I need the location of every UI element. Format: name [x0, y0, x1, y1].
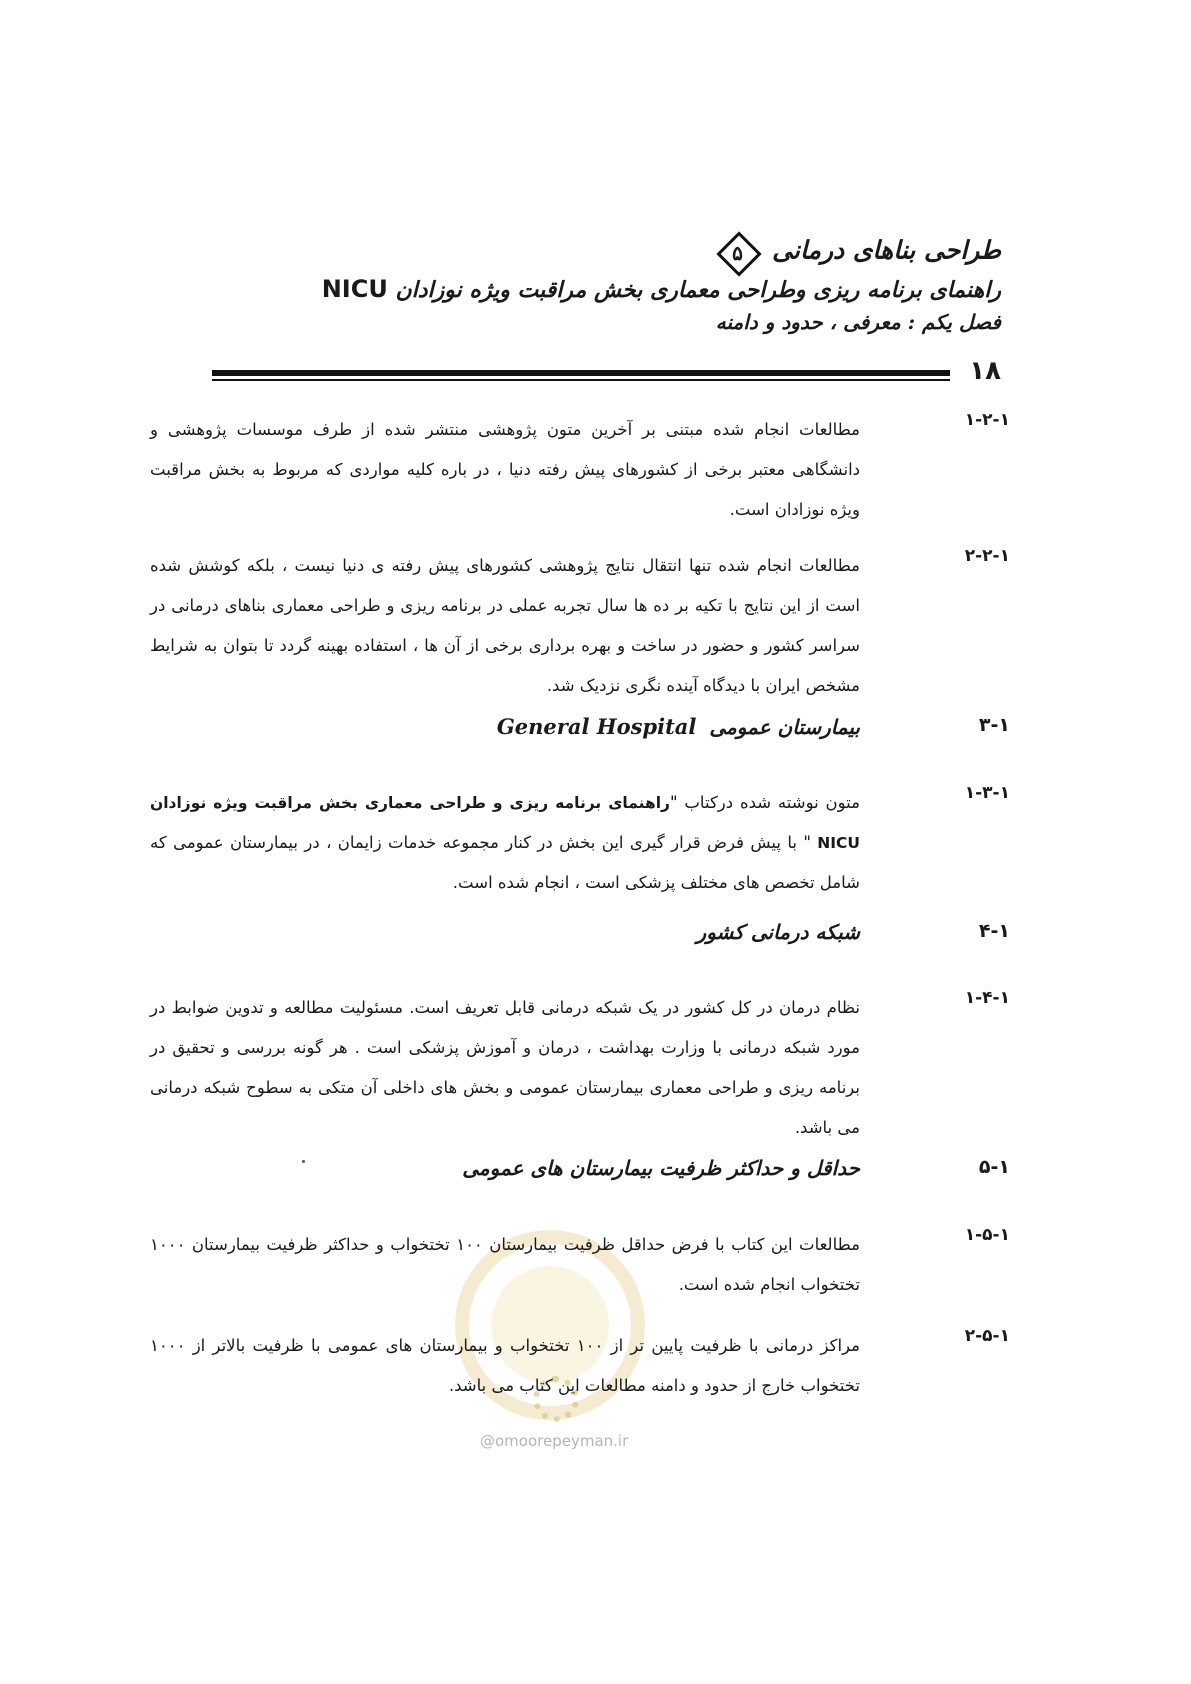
guide-title: [201, 272, 1001, 307]
page-header: [201, 232, 1001, 337]
section-heading-3-1: [150, 714, 1010, 754]
paragraph-text-rest: " با پیش فرض قرار گیری این بخش در کنار مجموعه خدمات زایمان ، در بیمارستان عمومی که شامل تخصص های مختلف پزشکی است ، انجام شده است.: [150, 833, 860, 892]
heading-title: شبکه درمانی کشور: [696, 920, 860, 944]
paragraph-text: مراکز درمانی با ظرفیت پایین تر از ۱۰۰ تختخواب و بیمارستان های عمومی با ظرفیت بالاتر از ۱۰۰۰ تختخواب خارج از حدود و دامنه مطالعات این کتاب می باشد.: [150, 1336, 860, 1395]
paragraph-number: ۱-۲-۱: [964, 410, 1010, 430]
paragraph-number: ۲-۵-۱: [964, 1326, 1010, 1346]
paragraph-number: ۱-۵-۱: [964, 1225, 1010, 1245]
header-rule-thick: [212, 370, 950, 376]
heading-number: ۵-۱: [978, 1156, 1010, 1178]
paragraph-number: ۱-۴-۱: [964, 988, 1010, 1008]
series-title-text: طراحی بناهای درمانی: [772, 235, 1001, 265]
series-title: [201, 232, 1001, 272]
heading-number: ۴-۱: [978, 920, 1010, 942]
guide-title-fa: راهنمای برنامه ریزی وطراحی معماری بخش مراقبت ویژه نوزادان: [395, 277, 1001, 303]
paragraph-text-intro: متون نوشته شده درکتاب ": [669, 793, 860, 812]
heading-title: [497, 714, 860, 739]
paragraph-number: ۲-۲-۱: [964, 546, 1010, 566]
watermark-url: @omoorepeyman.ir: [480, 1432, 629, 1450]
header-rule: [212, 370, 950, 384]
paragraph-text: مطالعات انجام شده تنها انتقال نتایج پژوهشی کشورهای پیش رفته ی دنیا نیست ، بلکه کوشش شده است از این نتایج با تکیه بر ده ها سال تجربه عملی در برنامه ریزی و طراحی معماری بناهای درمانی در سراسر کشور و حضور در ساخت و بهره برداری برخی از آن ها ، استفاده بهینه گردد تا بتوان به شرایط مشخص ایران با دیدگاه آینده نگری نزدیک شد.: [150, 556, 860, 695]
paragraph-text: [150, 783, 860, 903]
paragraph-text: مطالعات انجام شده مبتنی بر آخرین متون پژوهشی منتشر شده از طرف موسسات پژوهشی و دانشگاهی معتبر برخی از کشورهای پیش رفته دنیا ، در باره کلیه مواردی که مربوط به بخش مراقبت ویژه نوزادان است.: [150, 420, 860, 519]
chapter-title: فصل یکم : معرفی ، حدود و دامنه: [715, 310, 1001, 334]
book-title-quote: راهنمای برنامه ریزی و طراحی معماری بخش مراقبت ویژه نوزادان NICU: [150, 794, 860, 852]
heading-title: حداقل و حداکثر ظرفیت بیمارستان های عمومی: [462, 1156, 860, 1180]
heading-title-en: General Hospital: [496, 714, 697, 739]
paragraph-text: نظام درمان در کل کشور در یک شبکه درمانی قابل تعریف است. مسئولیت مطالعه و تدوین ضوابط در مورد شبکه درمانی با وزارت بهداشت ، درمان و آموزش پزشکی است . هر گونه بررسی و تحقیق در برنامه ریزی و طراحی معماری بیمارستان عمومی و بخش های داخلی آن متکی به سطوح شبکه درمانی می باشد.: [150, 998, 860, 1137]
heading-number: ۳-۱: [978, 714, 1010, 736]
series-number-badge: [717, 232, 757, 272]
series-number: ۵: [732, 241, 743, 265]
paragraph-number: ۱-۳-۱: [964, 783, 1010, 803]
heading-title-fa: بیمارستان عمومی: [709, 715, 860, 739]
header-rule-thin: [212, 379, 950, 381]
section-heading-4-1: [150, 920, 1010, 960]
section-heading-5-1: [150, 1156, 1010, 1196]
page-number: ۱۸: [969, 356, 1001, 386]
guide-title-latin: NICU: [321, 275, 388, 303]
paragraph-text: مطالعات این کتاب با فرض حداقل ظرفیت بیمارستان ۱۰۰ تختخواب و حداکثر ظرفیت بیمارستان ۱۰۰۰ تختخواب انجام شده است.: [150, 1235, 860, 1294]
